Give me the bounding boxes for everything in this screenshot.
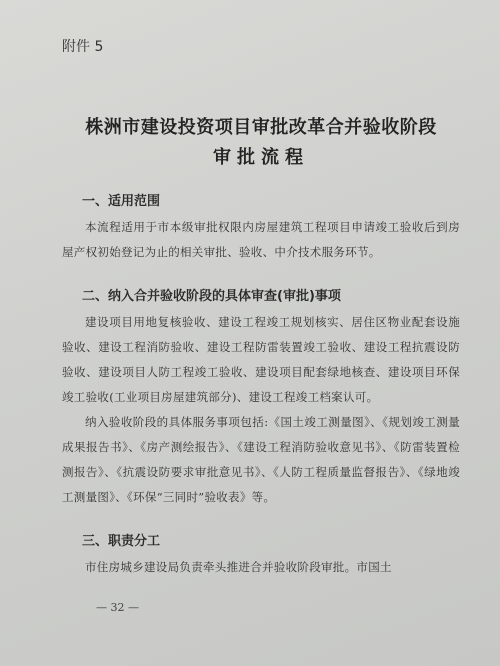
- section-heading-duties: 三、职责分工: [82, 534, 161, 549]
- document-subtitle: 审批流程: [213, 147, 309, 168]
- section-paragraph: 建设项目用地复核验收、建设工程竣工规划核实、居住区物业配套设施验收、建设工程消防验收、建设工程防雷装置竣工验收、建设工程抗震设防验收、建设项目人防工程竣工验收、建设项目配套绿地核查、建设项目环保竣工验收(工业项目房屋建筑部分)、建设工程竣工档案认可。: [62, 315, 460, 404]
- attachment-label: 附件 5: [62, 39, 104, 55]
- section-heading-scope: 一、适用范围: [82, 194, 161, 209]
- section-paragraph: 市住房城乡建设局负责牵头推进合并验收阶段审批。市国土: [85, 560, 392, 574]
- document-title: 株洲市建设投资项目审批改革合并验收阶段: [85, 117, 437, 138]
- section-paragraph: 纳入验收阶段的具体服务事项包括:《国土竣工测量图》、《规划竣工测量成果报告书》、《房产测绘报告》、《建设工程消防验收意见书》、《防雷装置检测报告》、《抗震设防要求审批意见书》、《人防工程质量监督报告》、《绿地竣工测量图》、《环保“三同时”验收表》等。: [62, 415, 460, 504]
- section-paragraph: 本流程适用于市本级审批权限内房屋建筑工程项目申请竣工验收后到房屋产权初始登记为止的相关审批、验收、中介技术服务环节。: [62, 220, 460, 259]
- page-number: — 32 —: [96, 601, 139, 614]
- section-heading-items: 二、纳入合并验收阶段的具体审查(审批)事项: [82, 289, 341, 304]
